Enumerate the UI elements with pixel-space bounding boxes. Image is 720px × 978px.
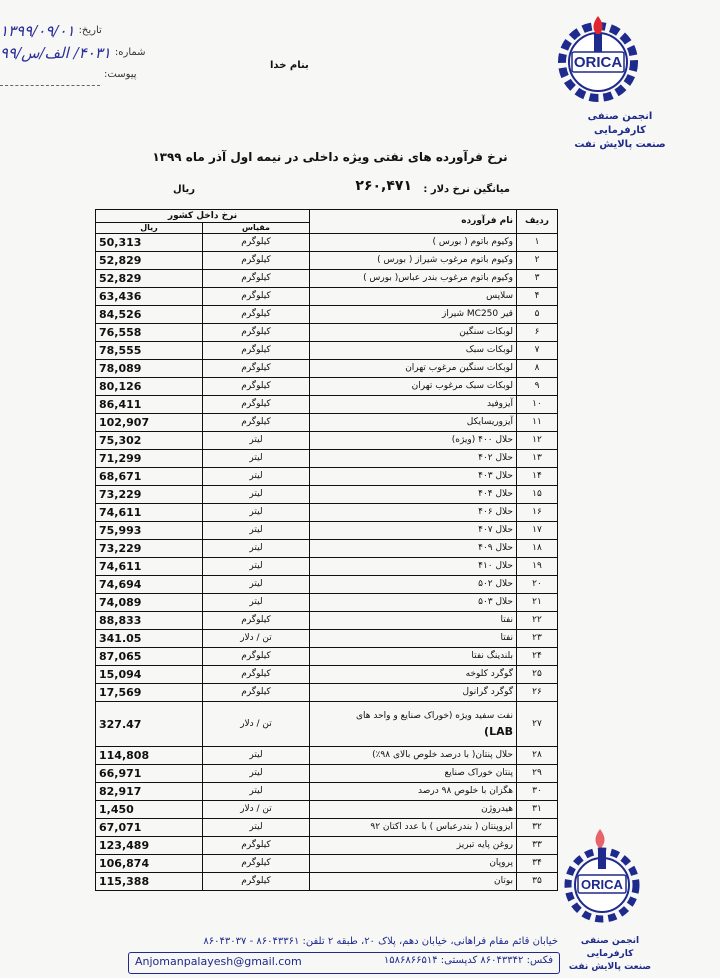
row-index: ۱۲ <box>517 432 558 450</box>
row-index: ۱۳ <box>517 450 558 468</box>
row-price: 87,065 <box>96 648 203 666</box>
row-unit: لیتر <box>203 747 310 765</box>
row-name: نفتا <box>310 612 517 630</box>
table-row <box>96 306 558 324</box>
table-row <box>96 396 558 414</box>
row-index: ۳۱ <box>517 801 558 819</box>
row-price: 75,993 <box>96 522 203 540</box>
row-name: حلال ۴۰۷ <box>310 522 517 540</box>
row-name: لوبکات سبک مرغوب تهران <box>310 378 517 396</box>
row-unit: کیلوگرم <box>203 855 310 873</box>
table-row <box>96 558 558 576</box>
row-unit: کیلوگرم <box>203 648 310 666</box>
row-unit: کیلوگرم <box>203 873 310 891</box>
table-row <box>96 783 558 801</box>
row-unit: تن / دلار <box>203 630 310 648</box>
row-name: آیزوفید <box>310 396 517 414</box>
row-price: 86,411 <box>96 396 203 414</box>
row-unit: لیتر <box>203 594 310 612</box>
row-index: ۳۰ <box>517 783 558 801</box>
row-index: ۲۳ <box>517 630 558 648</box>
col-domestic-rate: نرخ داخل کشور <box>96 210 310 223</box>
row-name: نفتا <box>310 630 517 648</box>
row-price: 84,526 <box>96 306 203 324</box>
row-unit: کیلوگرم <box>203 252 310 270</box>
letter-meta <box>0 20 170 86</box>
row-index: ۱۹ <box>517 558 558 576</box>
table-row <box>96 630 558 648</box>
flame-icon <box>596 829 605 849</box>
price-table-body <box>96 234 558 891</box>
table-row <box>96 522 558 540</box>
number-label: شماره: <box>114 47 146 58</box>
table-row <box>96 324 558 342</box>
row-price: 50,313 <box>96 234 203 252</box>
row-name-line-2: LAB) <box>484 725 513 738</box>
row-unit: کیلوگرم <box>203 234 310 252</box>
table-row <box>96 504 558 522</box>
row-unit: کیلوگرم <box>203 306 310 324</box>
row-name: لوبکات سنگین <box>310 324 517 342</box>
row-price: 73,229 <box>96 486 203 504</box>
row-price: 1,450 <box>96 801 203 819</box>
row-unit: لیتر <box>203 558 310 576</box>
table-row <box>96 342 558 360</box>
row-unit: لیتر <box>203 468 310 486</box>
row-name: حلال ۴۱۰ <box>310 558 517 576</box>
row-name: حلال ۵۰۳ <box>310 594 517 612</box>
row-name: وکیوم باتوم مرغوب شیراز ( بورس ) <box>310 252 517 270</box>
row-index: ۳۳ <box>517 837 558 855</box>
row-index: ۳۲ <box>517 819 558 837</box>
exchange-rate-currency: ریال <box>173 184 195 195</box>
row-price: 75,302 <box>96 432 203 450</box>
row-name: لوبکات سبک <box>310 342 517 360</box>
row-name: حلال ۵۰۲ <box>310 576 517 594</box>
row-name: حلال ۴۰۶ <box>310 504 517 522</box>
row-name: حلال ۴۰۴ <box>310 486 517 504</box>
table-row <box>96 873 558 891</box>
row-name: آیزوریسایکل <box>310 414 517 432</box>
row-price: 80,126 <box>96 378 203 396</box>
row-name: قیر MC250 شیراز <box>310 306 517 324</box>
row-price: 114,808 <box>96 747 203 765</box>
row-unit: تن / دلار <box>203 702 310 747</box>
table-row <box>96 576 558 594</box>
row-price: 74,694 <box>96 576 203 594</box>
row-price: 74,089 <box>96 594 203 612</box>
table-row <box>96 855 558 873</box>
row-index: ۶ <box>517 324 558 342</box>
table-row <box>96 360 558 378</box>
row-name: حلال ۴۰۹ <box>310 540 517 558</box>
table-row <box>96 252 558 270</box>
footer-org-line-2: صنعت پالایش نفت <box>568 962 652 972</box>
table-row <box>96 612 558 630</box>
table-row <box>96 819 558 837</box>
row-index: ۲۸ <box>517 747 558 765</box>
org-line-1: انجمن صنفی کارفرمایی <box>587 111 653 136</box>
row-price: 82,917 <box>96 783 203 801</box>
row-unit: لیتر <box>203 486 310 504</box>
row-price: 63,436 <box>96 288 203 306</box>
col-unit: مقیاس <box>203 223 310 234</box>
row-name: حلال ۴۰۲ <box>310 450 517 468</box>
table-row <box>96 594 558 612</box>
table-row <box>96 414 558 432</box>
row-price: 67,071 <box>96 819 203 837</box>
row-index: ۲۱ <box>517 594 558 612</box>
price-table <box>95 209 558 891</box>
row-price: 15,094 <box>96 666 203 684</box>
footer-email[interactable]: Anjomanpalayesh@gmail.com <box>135 955 302 968</box>
footer-contact <box>128 952 560 974</box>
footer-org-line-1: انجمن صنفی کارفرمایی <box>580 936 640 959</box>
row-name: پنتان خوراک صنایع <box>310 765 517 783</box>
row-unit: کیلوگرم <box>203 666 310 684</box>
table-row <box>96 747 558 765</box>
orica-logo <box>548 10 648 110</box>
row-price: 102,907 <box>96 414 203 432</box>
row-name: ایزوپنتان ( بندرعباس ) با عدد اکتان ۹۲ <box>310 819 517 837</box>
row-index: ۲۷ <box>517 702 558 747</box>
table-row <box>96 450 558 468</box>
row-name: پروپان <box>310 855 517 873</box>
number-value: ۴۰۳۱/ الف/س/۹۹ <box>0 44 111 62</box>
row-unit: لیتر <box>203 783 310 801</box>
row-index: ۲۰ <box>517 576 558 594</box>
row-unit: لیتر <box>203 522 310 540</box>
logo-text: ORICA <box>573 54 623 71</box>
row-name: روغن پایه تبریز <box>310 837 517 855</box>
row-unit: کیلوگرم <box>203 684 310 702</box>
row-price: 88,833 <box>96 612 203 630</box>
row-unit: لیتر <box>203 450 310 468</box>
footer-address: خیابان قائم مقام فراهانی، خیابان دهم، پلاک ۲۰، طبقه ۲ تلفن: ۸۶۰۴۳۳۶۱ - ۸۶۰۴۳۰۳۷ <box>203 936 558 947</box>
row-index: ۲۲ <box>517 612 558 630</box>
row-unit: لیتر <box>203 765 310 783</box>
table-row <box>96 684 558 702</box>
date-label: تاریخ: <box>78 25 102 36</box>
col-name: نام فرآورده <box>310 210 517 234</box>
footer-logo-text: ORICA <box>581 877 623 892</box>
row-price: 106,874 <box>96 855 203 873</box>
attachment-line <box>0 64 100 86</box>
row-index: ۲۶ <box>517 684 558 702</box>
row-unit: کیلوگرم <box>203 360 310 378</box>
footer-org-name <box>560 935 660 974</box>
row-price: 76,558 <box>96 324 203 342</box>
document-title: نرخ فرآورده های نفتی ویژه داخلی در نیمه اول آذر ماه ۱۳۹۹ <box>152 150 508 164</box>
table-row <box>96 765 558 783</box>
row-unit: لیتر <box>203 819 310 837</box>
table-row <box>96 432 558 450</box>
row-price: 52,829 <box>96 270 203 288</box>
row-price: 327.47 <box>96 702 203 747</box>
row-unit: کیلوگرم <box>203 396 310 414</box>
row-unit: کیلوگرم <box>203 837 310 855</box>
org-name <box>560 110 680 152</box>
row-name: گوگرد کلوخه <box>310 666 517 684</box>
row-unit: کیلوگرم <box>203 612 310 630</box>
row-index: ۸ <box>517 360 558 378</box>
table-row <box>96 648 558 666</box>
row-unit: لیتر <box>203 504 310 522</box>
row-name: بوتان <box>310 873 517 891</box>
col-price: ریال <box>96 223 203 234</box>
row-price: 52,829 <box>96 252 203 270</box>
row-unit: کیلوگرم <box>203 288 310 306</box>
row-index: ۱ <box>517 234 558 252</box>
row-index: ۲۵ <box>517 666 558 684</box>
table-row <box>96 837 558 855</box>
row-price: 123,489 <box>96 837 203 855</box>
table-row <box>96 234 558 252</box>
row-price: 74,611 <box>96 558 203 576</box>
row-index: ۱۴ <box>517 468 558 486</box>
row-index: ۲۴ <box>517 648 558 666</box>
table-row <box>96 486 558 504</box>
row-price: 341.05 <box>96 630 203 648</box>
row-name: وکیوم باتوم مرغوب بندر عباس( بورس ) <box>310 270 517 288</box>
row-name: حلال ۴۰۳ <box>310 468 517 486</box>
row-name: حلال پنتان( با درصد خلوص بالای ۹۸٪) <box>310 747 517 765</box>
row-name: گوگرد گرانول <box>310 684 517 702</box>
row-name: هیدروژن <box>310 801 517 819</box>
row-index: ۱۵ <box>517 486 558 504</box>
row-price: 68,671 <box>96 468 203 486</box>
row-unit: کیلوگرم <box>203 324 310 342</box>
row-index: ۱۷ <box>517 522 558 540</box>
table-row <box>96 540 558 558</box>
row-index: ۱۸ <box>517 540 558 558</box>
exchange-rate-value: ۲۶۰,۴۷۱ <box>355 178 412 194</box>
row-unit: لیتر <box>203 432 310 450</box>
col-index: ردیف <box>517 210 558 234</box>
row-price: 78,555 <box>96 342 203 360</box>
row-price: 71,299 <box>96 450 203 468</box>
row-index: ۲ <box>517 252 558 270</box>
org-line-2: صنعت پالایش نفت <box>574 139 666 150</box>
row-price: 66,971 <box>96 765 203 783</box>
table-row <box>96 801 558 819</box>
row-index: ۵ <box>517 306 558 324</box>
row-index: ۳۴ <box>517 855 558 873</box>
table-row <box>96 666 558 684</box>
row-name-line-1: نفت سفید ویژه (خوراک صنایع و واحد های <box>355 711 513 721</box>
row-name: بلندینگ نفتا <box>310 648 517 666</box>
row-unit: لیتر <box>203 540 310 558</box>
table-row <box>96 378 558 396</box>
row-index: ۱۶ <box>517 504 558 522</box>
row-price: 74,611 <box>96 504 203 522</box>
row-index: ۳ <box>517 270 558 288</box>
footer-fax: فکس: ۸۶۰۴۳۳۴۲ کدپستی: ۱۵۸۶۸۶۶۵۱۴ <box>383 955 553 966</box>
row-index: ۹ <box>517 378 558 396</box>
row-index: ۱۰ <box>517 396 558 414</box>
row-index: ۳۵ <box>517 873 558 891</box>
row-index: ۱۱ <box>517 414 558 432</box>
row-price: 115,388 <box>96 873 203 891</box>
row-name: سلاپس <box>310 288 517 306</box>
table-row <box>96 270 558 288</box>
row-name: حلال ۴۰۰ (ویژه) <box>310 432 517 450</box>
row-price: 78,089 <box>96 360 203 378</box>
table-row <box>96 702 558 747</box>
row-unit: کیلوگرم <box>203 378 310 396</box>
table-row <box>96 468 558 486</box>
row-unit: تن / دلار <box>203 801 310 819</box>
row-unit: کیلوگرم <box>203 414 310 432</box>
exchange-rate-label: میانگین نرخ دلار : <box>423 184 510 195</box>
row-index: ۲۹ <box>517 765 558 783</box>
row-name: لوبکات سنگین مرغوب تهران <box>310 360 517 378</box>
row-price: 17,569 <box>96 684 203 702</box>
basmala: بنام خدا <box>270 60 309 71</box>
row-unit: کیلوگرم <box>203 342 310 360</box>
row-name: هگزان با خلوص ۹۸ درصد <box>310 783 517 801</box>
row-price: 73,229 <box>96 540 203 558</box>
date-value: ۱۳۹۹/۰۹/۰۱ <box>0 22 75 40</box>
row-index: ۴ <box>517 288 558 306</box>
row-unit: لیتر <box>203 576 310 594</box>
orica-logo-footer <box>560 825 644 935</box>
row-unit: کیلوگرم <box>203 270 310 288</box>
table-row <box>96 288 558 306</box>
attachment-label: پیوست: <box>104 69 137 80</box>
row-name: وکیوم باتوم ( بورس ) <box>310 234 517 252</box>
row-name <box>310 702 517 747</box>
row-index: ۷ <box>517 342 558 360</box>
